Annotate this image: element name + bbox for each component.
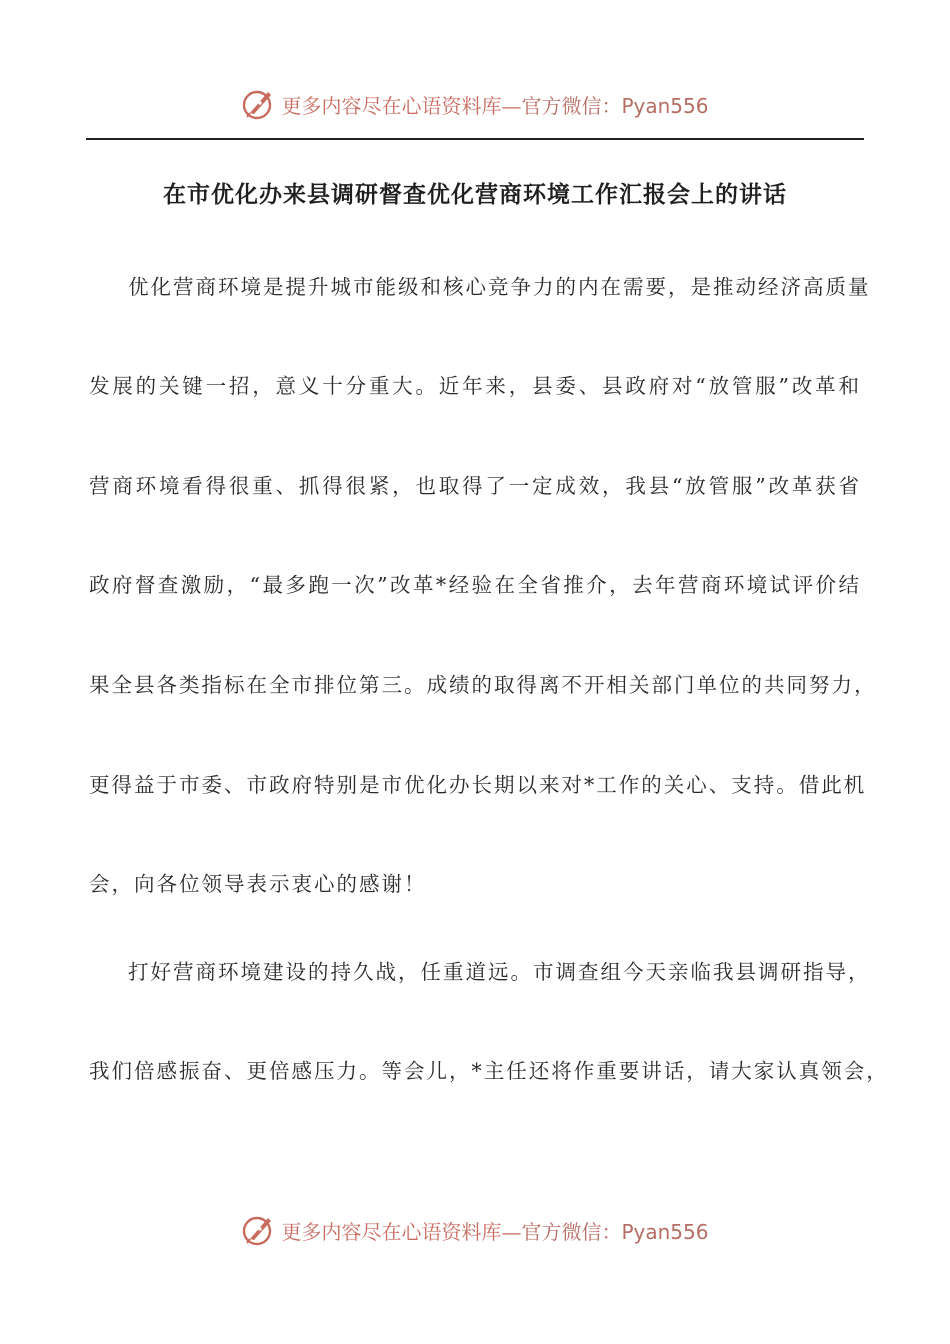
quill-pen-logo-icon: [241, 1212, 277, 1248]
header-banner: [0, 82, 950, 126]
paragraph-line: 打好营商环境建设的持久战，任重道远。市调查组今天亲临我县调研指导，: [128, 960, 871, 984]
paragraph-line: 会，向各位领导表示衷心的感谢！: [89, 872, 427, 896]
quill-pen-logo-icon: [241, 86, 277, 122]
banner-text: 更多内容尽在心语资料库—官方微信：Pyan556: [281, 1219, 709, 1244]
header-divider: [86, 138, 864, 140]
footer-banner: [0, 1208, 950, 1252]
paragraph-line: 发展的关键一招，意义十分重大。近年来，县委、县政府对“放管服”改革和: [89, 374, 861, 398]
paragraph-line: 我们倍感振奋、更倍感压力。等会儿，*主任还将作重要讲话，请大家认真领会，: [89, 1059, 889, 1083]
paragraph-line: 更得益于市委、市政府特别是市优化办长期以来对*工作的关心、支持。借此机: [89, 773, 867, 797]
document-title: 在市优化办来县调研督查优化营商环境工作汇报会上的讲话: [163, 182, 787, 208]
banner-text: 更多内容尽在心语资料库—官方微信：Pyan556: [281, 93, 709, 118]
paragraph-line: 营商环境看得很重、抓得很紧，也取得了一定成效，我县“放管服”改革获省: [89, 474, 861, 498]
paragraph-line: 优化营商环境是提升城市能级和核心竞争力的内在需要，是推动经济高质量: [128, 275, 871, 299]
paragraph-line: 果全县各类指标在全市排位第三。成绩的取得离不开相关部门单位的共同努力，: [89, 673, 877, 697]
paragraph-line: 政府督查激励，“最多跑一次”改革*经验在全省推介，去年营商环境试评价结: [89, 573, 861, 597]
